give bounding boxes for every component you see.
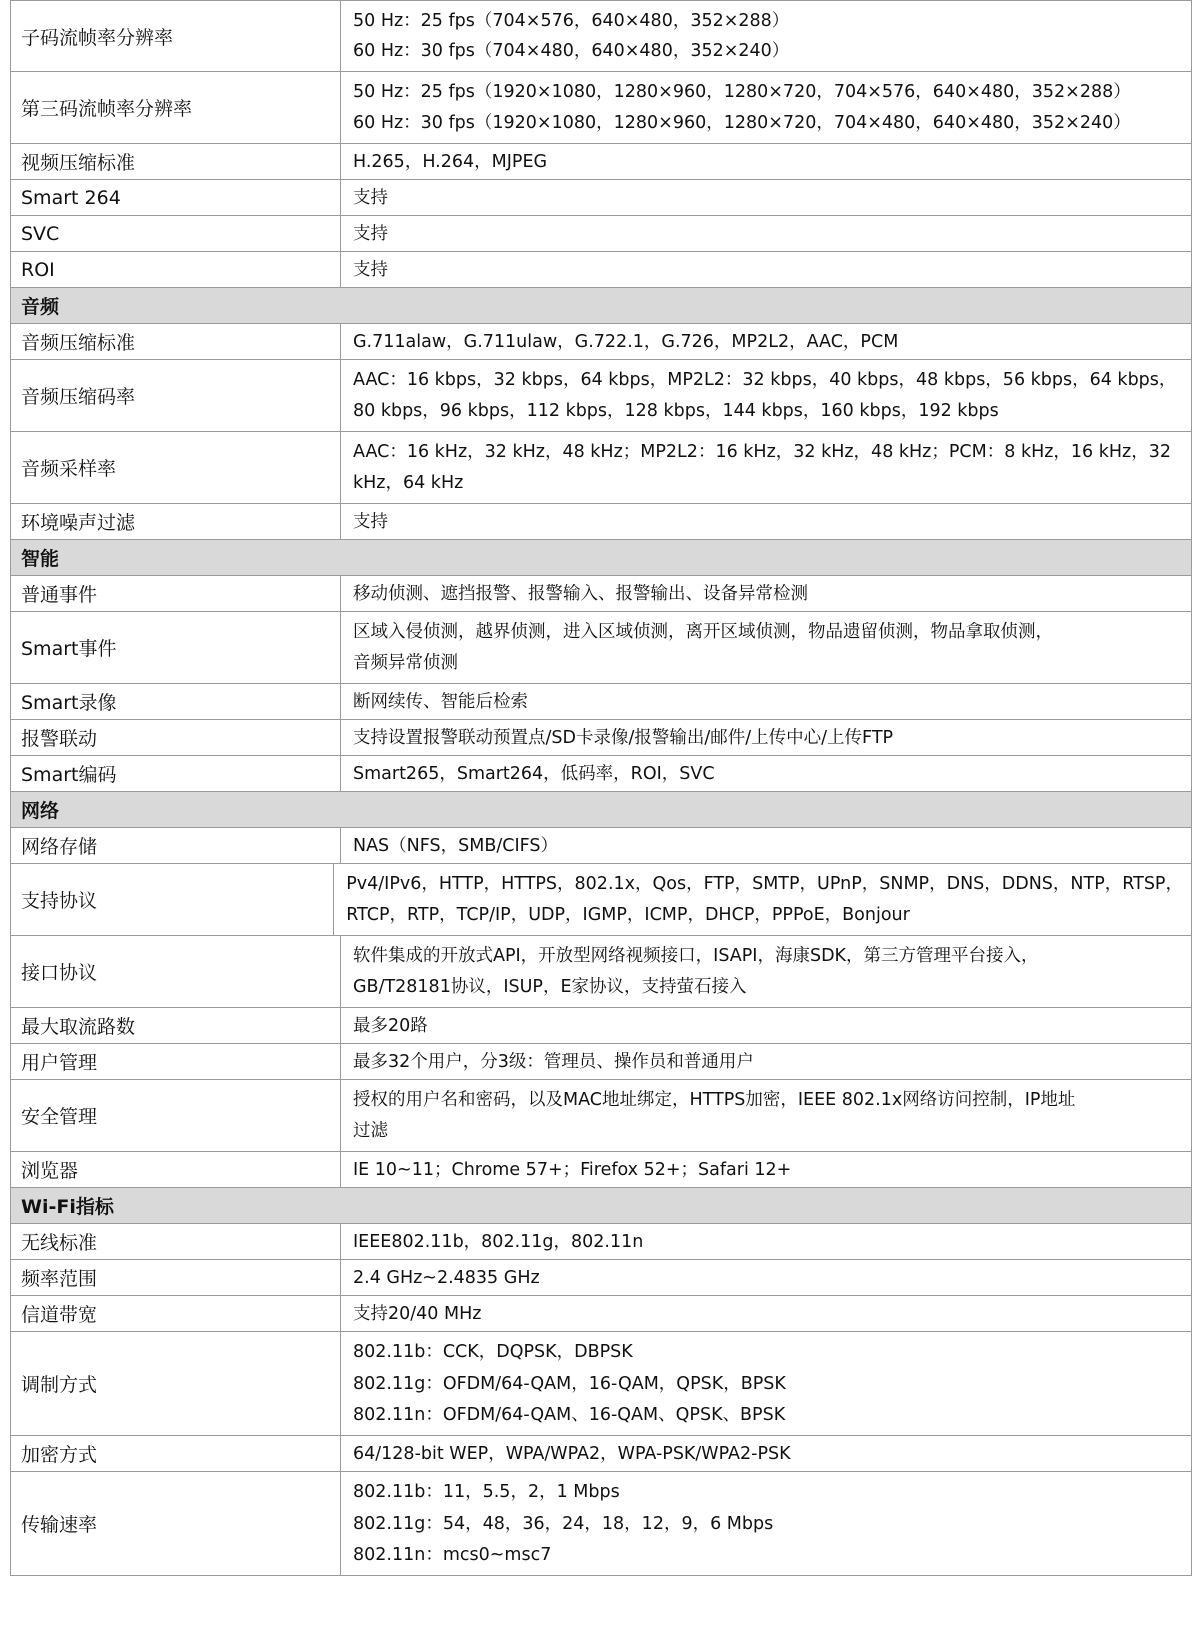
spec-value [341, 828, 1191, 863]
spec-row [10, 1224, 1192, 1260]
spec-value [341, 72, 1191, 143]
spec-value-line: 移动侦测、遮挡报警、报警输入、报警输出、设备异常检测 [353, 583, 808, 604]
section-title: Wi-Fi指标 [21, 1196, 114, 1218]
spec-row [10, 216, 1192, 252]
spec-value [341, 936, 1191, 1007]
spec-value [341, 756, 1191, 791]
spec-row [10, 1260, 1192, 1296]
spec-value-line: 50 Hz：25 fps（704×576，640×480，352×288） [353, 10, 790, 31]
spec-value [341, 180, 1191, 215]
spec-value-line: 支持设置报警联动预置点/SD卡录像/报警输出/邮件/上传中心/上传FTP [353, 727, 894, 748]
spec-value-line: 断网续传、智能后检索 [353, 691, 528, 712]
spec-label: 无线标准 [11, 1224, 341, 1259]
spec-row [10, 504, 1192, 540]
spec-label: 加密方式 [11, 1436, 341, 1471]
spec-row [10, 684, 1192, 720]
spec-label: 浏览器 [11, 1152, 341, 1187]
spec-label: Smart录像 [11, 684, 341, 719]
spec-value-line: 802.11n：OFDM/64-QAM、16-QAM、QPSK、BPSK [353, 1404, 786, 1425]
spec-value-line: Pv4/IPv6，HTTP，HTTPS，802.1x，Qos，FTP，SMTP，UPnP，SNMP，DNS，DDNS，NTP，RTSP， [346, 874, 1183, 894]
spec-value [341, 504, 1191, 539]
spec-row [10, 1080, 1192, 1152]
section-header [10, 288, 1192, 324]
spec-row [10, 1332, 1192, 1436]
spec-value-line: 软件集成的开放式API，开放型网络视频接口，ISAPI，海康SDK，第三方管理平台接入， [353, 946, 1039, 966]
spec-label: 第三码流帧率分辨率 [11, 72, 341, 143]
spec-row [10, 1152, 1192, 1188]
spec-label: 频率范围 [11, 1260, 341, 1295]
spec-label: 支持协议 [11, 864, 334, 935]
spec-value [341, 324, 1191, 359]
spec-label: Smart 264 [11, 180, 341, 215]
spec-value [341, 720, 1191, 755]
spec-value-line: 支持 [353, 223, 388, 244]
section-header [10, 1188, 1192, 1224]
spec-value [341, 612, 1191, 683]
spec-label: 传输速率 [11, 1472, 341, 1575]
spec-value-line: G.711alaw，G.711ulaw，G.722.1，G.726，MP2L2，AAC，PCM [353, 331, 899, 352]
spec-label: 信道带宽 [11, 1296, 341, 1331]
spec-value-line: 50 Hz：25 fps（1920×1080，1280×960，1280×720，704×576，640×480，352×288） [353, 82, 1131, 102]
spec-value [341, 1044, 1191, 1079]
spec-label: 环境噪声过滤 [11, 504, 341, 539]
spec-value-line: 支持20/40 MHz [353, 1303, 482, 1324]
spec-row [10, 756, 1192, 792]
spec-value-line: Smart265，Smart264，低码率，ROI，SVC [353, 763, 715, 784]
spec-label: 调制方式 [11, 1332, 341, 1435]
spec-value [341, 1008, 1191, 1043]
spec-row [10, 1472, 1192, 1576]
spec-value [341, 1080, 1191, 1151]
spec-row [10, 144, 1192, 180]
spec-value-line: RTCP，RTP，TCP/IP，UDP，IGMP，ICMP，DHCP，PPPoE，Bonjour [346, 905, 910, 925]
spec-value-line: kHz，64 kHz [353, 473, 464, 493]
spec-value-line: 2.4 GHz~2.4835 GHz [353, 1267, 540, 1288]
spec-row [10, 252, 1192, 288]
spec-value [341, 684, 1191, 719]
spec-label: 最大取流路数 [11, 1008, 341, 1043]
spec-label: SVC [11, 216, 341, 251]
spec-value [341, 252, 1191, 287]
spec-value [341, 1296, 1191, 1331]
spec-value [341, 1332, 1191, 1435]
spec-row [10, 1436, 1192, 1472]
section-title: 智能 [21, 548, 60, 570]
spec-table [10, 0, 1192, 1576]
spec-row [10, 432, 1192, 504]
spec-row [10, 936, 1192, 1008]
spec-value-line: AAC：16 kHz，32 kHz，48 kHz；MP2L2：16 kHz，32 kHz，48 kHz；PCM：8 kHz，16 kHz，32 [353, 442, 1171, 462]
spec-value [341, 1436, 1191, 1471]
spec-value-line: 802.11b：CCK，DQPSK，DBPSK [353, 1342, 633, 1363]
spec-value-line: IEEE802.11b，802.11g，802.11n [353, 1231, 644, 1252]
section-title: 网络 [21, 800, 60, 822]
spec-label: 子码流帧率分辨率 [11, 1, 341, 71]
spec-label: 普通事件 [11, 576, 341, 611]
spec-value-line: 80 kbps，96 kbps，112 kbps，128 kbps，144 kbps，160 kbps，192 kbps [353, 401, 999, 421]
spec-value [341, 360, 1191, 431]
spec-value [341, 1224, 1191, 1259]
spec-value [341, 144, 1191, 179]
spec-value [341, 1, 1191, 71]
spec-value [341, 1260, 1191, 1295]
spec-row [10, 576, 1192, 612]
spec-value-line: AAC：16 kbps，32 kbps，64 kbps，MP2L2：32 kbps，40 kbps，48 kbps，56 kbps，64 kbps， [353, 370, 1177, 390]
spec-value-line: H.265，H.264，MJPEG [353, 151, 548, 172]
spec-value-line: 802.11g：54，48，36，24，18，12，9，6 Mbps [353, 1513, 774, 1534]
spec-value-line: 音频异常侦测 [353, 653, 458, 673]
spec-row [10, 864, 1192, 936]
section-title: 音频 [21, 296, 60, 318]
spec-value-line: 支持 [353, 187, 388, 208]
spec-value-line: NAS（NFS，SMB/CIFS） [353, 835, 558, 856]
spec-value [341, 576, 1191, 611]
spec-value-line: 过滤 [353, 1121, 388, 1141]
spec-value-line: 802.11n：mcs0~msc7 [353, 1544, 552, 1565]
spec-value-line: 64/128-bit WEP，WPA/WPA2，WPA-PSK/WPA2-PSK [353, 1443, 791, 1464]
spec-row [10, 360, 1192, 432]
spec-row [10, 1008, 1192, 1044]
spec-value-line: 802.11g：OFDM/64-QAM，16-QAM，QPSK，BPSK [353, 1373, 786, 1394]
spec-value [341, 1472, 1191, 1575]
spec-value-line: 支持 [353, 259, 388, 280]
spec-value-line: 60 Hz：30 fps（1920×1080，1280×960，1280×720，704×480，640×480，352×240） [353, 113, 1131, 133]
spec-value-line: 60 Hz：30 fps（704×480，640×480，352×240） [353, 41, 790, 62]
spec-value [341, 1152, 1191, 1187]
spec-value-line: 最多32个用户，分3级：管理员、操作员和普通用户 [353, 1051, 754, 1072]
spec-row [10, 720, 1192, 756]
spec-label: 报警联动 [11, 720, 341, 755]
spec-label: 音频压缩标准 [11, 324, 341, 359]
spec-label: 接口协议 [11, 936, 341, 1007]
spec-row [10, 180, 1192, 216]
spec-label: Smart编码 [11, 756, 341, 791]
spec-row [10, 828, 1192, 864]
spec-value-line: 最多20路 [353, 1015, 428, 1036]
spec-label: Smart事件 [11, 612, 341, 683]
section-header [10, 792, 1192, 828]
spec-row [10, 612, 1192, 684]
spec-row [10, 1296, 1192, 1332]
spec-value-line: IE 10~11；Chrome 57+；Firefox 52+；Safari 12+ [353, 1159, 792, 1180]
spec-value-line: 授权的用户名和密码，以及MAC地址绑定，HTTPS加密，IEEE 802.1x网络访问控制，IP地址 [353, 1090, 1076, 1110]
spec-value-line: GB/T28181协议，ISUP，E家协议，支持萤石接入 [353, 977, 747, 997]
spec-label: 网络存储 [11, 828, 341, 863]
spec-value-line: 802.11b：11，5.5，2，1 Mbps [353, 1482, 620, 1503]
spec-row [10, 1044, 1192, 1080]
spec-label: 用户管理 [11, 1044, 341, 1079]
spec-value [341, 432, 1191, 503]
spec-label: ROI [11, 252, 341, 287]
spec-row [10, 72, 1192, 144]
spec-value [334, 864, 1191, 935]
spec-label: 音频采样率 [11, 432, 341, 503]
spec-value-line: 支持 [353, 511, 388, 532]
spec-label: 视频压缩标准 [11, 144, 341, 179]
spec-label: 安全管理 [11, 1080, 341, 1151]
section-header [10, 540, 1192, 576]
spec-label: 音频压缩码率 [11, 360, 341, 431]
spec-value [341, 216, 1191, 251]
spec-row [10, 0, 1192, 72]
spec-row [10, 324, 1192, 360]
spec-value-line: 区域入侵侦测，越界侦测，进入区域侦测，离开区域侦测，物品遗留侦测，物品拿取侦测， [353, 622, 1053, 642]
